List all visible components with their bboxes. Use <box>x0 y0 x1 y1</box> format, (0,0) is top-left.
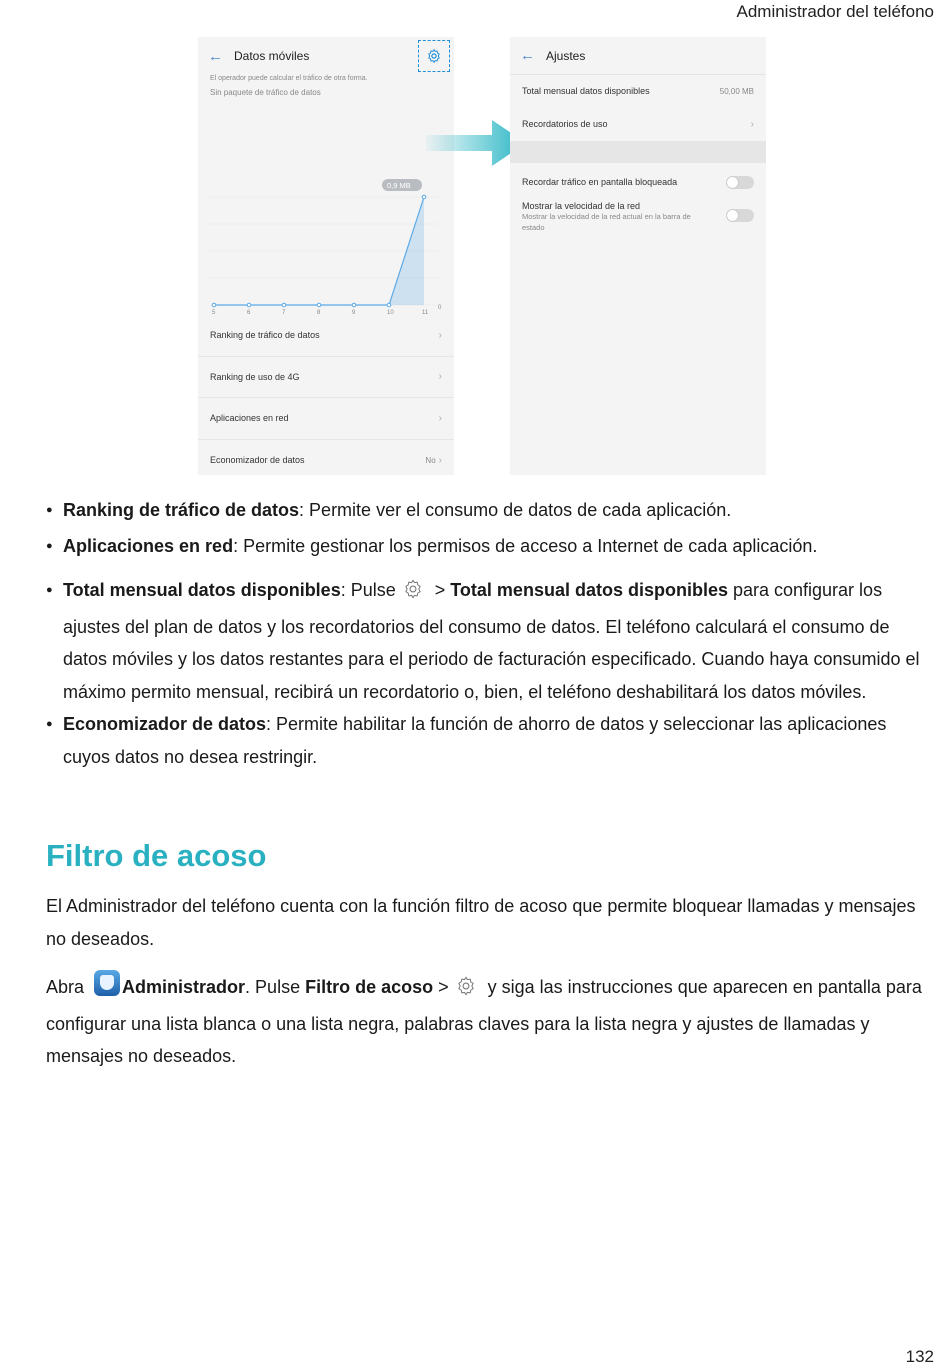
section-intro: El Administrador del teléfono cuenta con la función filtro de acoso que permite bloquear llamadas y mensajes no deseados. <box>46 896 916 949</box>
term: Economizador de datos <box>63 714 267 734</box>
settings-gear-icon <box>402 578 424 611</box>
term: Total mensual datos disponibles <box>450 580 728 600</box>
feature-list <box>46 494 926 773</box>
section-divider <box>510 141 766 163</box>
section-title: Filtro de acoso <box>46 838 267 873</box>
term: Aplicaciones en red <box>63 535 234 556</box>
menu-row-data-saver[interactable] <box>198 440 454 476</box>
description: : Pulse <box>340 580 396 600</box>
lockscreen-traffic-toggle[interactable] <box>726 176 754 189</box>
settings-gear-icon <box>455 975 477 1008</box>
row-network-speed[interactable] <box>510 201 766 241</box>
mobile-data-menu <box>198 315 454 475</box>
row-label: Total mensual datos disponibles <box>522 86 650 96</box>
separator: > <box>429 580 451 600</box>
x-tick-label: 11 <box>422 310 429 316</box>
row-label: Recordar tráfico en pantalla bloqueada <box>522 177 678 187</box>
x-tick-label: 10 <box>387 310 394 316</box>
x-tick-label: 9 <box>352 310 356 316</box>
data-point <box>247 303 251 307</box>
list-item <box>46 530 926 563</box>
phone-manager-app-icon <box>94 970 120 996</box>
row-sublabel: Mostrar la velocidad de la red actual en la barra de estado <box>522 212 691 232</box>
list-item <box>46 494 926 527</box>
text-rest: y siga las instrucciones que aparecen en pantalla para configurar una lista blanca o una lista negra, palabras claves para la lista negra y ajustes de llamadas y mensajes no deseados. <box>46 977 922 1066</box>
back-arrow-icon[interactable]: ← <box>520 47 535 64</box>
usage-chart-svg <box>198 125 454 325</box>
data-point <box>387 303 391 307</box>
settings-gear-highlight[interactable] <box>418 40 450 72</box>
description: : Permite habilitar la función de ahorro de datos y seleccionar las aplicaciones cuyos datos no desea restringir. <box>63 714 887 767</box>
description: : Permite ver el consumo de datos de cada aplicación. <box>299 500 732 520</box>
page-number: 132 <box>905 1347 934 1366</box>
description: para configurar los ajustes del plan de datos y los recordatorios del consumo de datos. El teléfono calculará el consumo de datos móviles y los datos restantes para el periodo de facturación especificado. Cuando haya consumido el máximo permito mensual, recibirá un recordatorio o, bien, el teléfono deshabilitará los datos móviles. <box>63 580 920 702</box>
term: Total mensual datos disponibles <box>63 580 341 600</box>
menu-label: Ranking de uso de 4G <box>210 371 300 382</box>
filter-name: Filtro de acoso <box>305 977 434 997</box>
settings-topbar <box>510 37 766 75</box>
term: Ranking de tráfico de datos <box>63 500 300 520</box>
usage-chart <box>198 125 454 325</box>
x-tick-label: 7 <box>282 310 286 316</box>
app-name: Administrador <box>122 977 246 997</box>
data-point <box>422 195 426 199</box>
running-header: Administrador del teléfono <box>736 2 934 21</box>
chevron-right-icon: › <box>438 454 442 466</box>
data-label: 0,9 MB <box>387 181 411 190</box>
menu-row-traffic-ranking[interactable] <box>198 315 454 357</box>
chevron-right-icon: › <box>438 412 442 424</box>
data-point <box>282 303 286 307</box>
mobile-data-topbar <box>198 37 454 75</box>
x-tick-label: 6 <box>247 310 251 316</box>
row-usage-reminders[interactable] <box>510 107 766 141</box>
section-instructions <box>46 970 926 1073</box>
text-gt: > <box>433 977 449 997</box>
data-point <box>212 303 216 307</box>
row-label: Mostrar la velocidad de la red <box>522 201 641 211</box>
menu-label: Ranking de tráfico de datos <box>210 330 320 341</box>
row-label: Recordatorios de uso <box>522 119 608 129</box>
row-monthly-data[interactable] <box>510 75 766 107</box>
text-open: Abra <box>46 977 85 997</box>
mobile-data-screenshot <box>198 37 454 475</box>
menu-row-network-apps[interactable] <box>198 398 454 440</box>
menu-label: Economizador de datos <box>210 455 305 466</box>
x-tick-label: 8 <box>317 310 321 316</box>
operator-note: El operador puede calcular el tráfico de otra forma. <box>210 75 368 82</box>
y-tick-label: 0 <box>438 305 442 311</box>
row-lockscreen-traffic[interactable] <box>510 163 766 201</box>
list-item <box>46 574 926 708</box>
settings-title: Ajustes <box>546 48 586 63</box>
menu-row-4g-ranking[interactable] <box>198 357 454 399</box>
monthly-data-value: 50,00 MB <box>719 86 754 96</box>
x-tick-label: 5 <box>212 310 216 316</box>
description: : Permite gestionar los permisos de acceso a Internet de cada aplicación. <box>233 535 818 556</box>
gear-icon <box>426 48 442 64</box>
data-point <box>317 303 321 307</box>
network-speed-toggle[interactable] <box>726 209 754 222</box>
mobile-data-title: Datos móviles <box>234 49 310 63</box>
chevron-right-icon: › <box>438 329 442 341</box>
list-item <box>46 708 926 773</box>
chevron-right-icon: › <box>750 118 754 130</box>
data-saver-value: No <box>425 455 436 465</box>
text-pulse: . Pulse <box>245 977 306 997</box>
chevron-right-icon: › <box>438 371 442 383</box>
settings-screenshot <box>510 37 766 475</box>
data-point <box>352 303 356 307</box>
no-plan-note: Sin paquete de tráfico de datos <box>210 88 321 97</box>
menu-label: Aplicaciones en red <box>210 413 289 424</box>
back-arrow-icon[interactable]: ← <box>208 47 223 65</box>
